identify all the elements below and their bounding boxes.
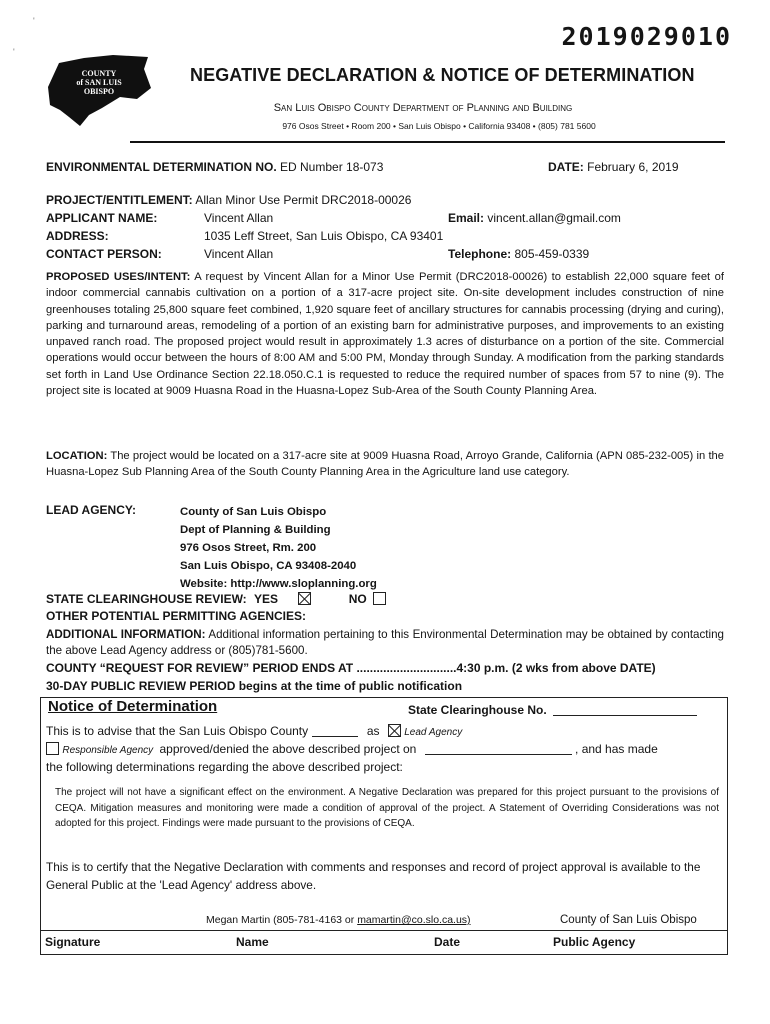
telephone-row (448, 247, 589, 262)
project-entitlement-row (46, 193, 411, 208)
document-number: 2019029010 (561, 22, 732, 51)
applicant-name-value: Vincent Allan (204, 211, 274, 225)
state-clearinghouse-number-row (408, 703, 697, 718)
lead-agency-checkbox[interactable] (388, 724, 401, 737)
telephone-value: 805-459-0339 (514, 247, 590, 261)
lead-agency-label: LEAD AGENCY: (46, 503, 136, 517)
telephone-label: Telephone: (448, 247, 512, 261)
applicant-name-label: APPLICANT NAME: (46, 211, 158, 225)
lead-agency-website: Website: http://www.sloplanning.org (180, 578, 377, 590)
location-text: The project would be located on a 317-acre site at 9009 Huasna Road, Arroyo Grande, California (APN 085-232-005) in the Huasna-Lopez Sub Planning Area of the South County Planning Area in the Agriculture land use category. (46, 450, 725, 479)
date-value: February 6, 2019 (587, 160, 679, 174)
project-entitlement-label: PROJECT/ENTITLEMENT: (46, 193, 193, 207)
notice-as-text: as (366, 724, 380, 738)
lead-agency-line: Dept of Planning & Building (180, 524, 331, 536)
responsible-agency-checkbox-label: Responsible Agency (62, 745, 154, 756)
email-label: Email: (448, 211, 485, 225)
responsible-agency-checkbox[interactable] (46, 742, 59, 755)
environmental-determination-label: ENVIRONMENTAL DETERMINATION NO. (46, 160, 277, 174)
notice-advise-row (46, 724, 462, 740)
address-label: ADDRESS: (46, 229, 109, 243)
lead-agency-checkbox-label: Lead Agency (404, 727, 463, 738)
additional-information-paragraph (46, 627, 724, 659)
county-logo (45, 48, 157, 130)
lead-agency-line: County of San Luis Obispo (180, 506, 327, 518)
lead-agency-line: San Luis Obispo, CA 93408-2040 (180, 560, 357, 572)
review-yes-label: YES (254, 592, 279, 606)
address-value: 1035 Leff Street, San Luis Obispo, CA 93401 (204, 229, 444, 243)
date-label: DATE: (548, 160, 584, 174)
other-permitting-agencies-label: OTHER POTENTIAL PERMITTING AGENCIES: (46, 609, 307, 623)
public-review-period: 30-DAY PUBLIC REVIEW PERIOD begins at the time of public notification (46, 679, 463, 693)
review-no-checkbox[interactable] (373, 592, 386, 605)
contact-person-value: Vincent Allan (204, 247, 274, 261)
contact-information (206, 913, 471, 928)
date-row (548, 160, 679, 175)
following-determinations-text: the following determinations regarding the above described project: (46, 760, 403, 774)
state-clearinghouse-review-label: STATE CLEARINGHOUSE REVIEW: (46, 592, 247, 606)
state-clearinghouse-number-label: State Clearinghouse No. (408, 703, 547, 717)
negative-declaration-determinations: The project will not have a significant effect on the environment. A Negative Declaration was prepared for this project pursuant to the provisions of CEQA. Mitigation measures and monitoring were made a condition of approval of the project. A Statement of Overriding Considerations was not adopted for this project. Findings were made pursuant to the provisions of CEQA. (55, 787, 719, 830)
name-label: Name (236, 935, 269, 949)
lead-agency-address (180, 503, 377, 593)
location-paragraph (46, 448, 724, 481)
signature-label: Signature (45, 935, 101, 949)
environmental-determination-row (46, 160, 383, 175)
county-blank-field[interactable] (312, 736, 358, 737)
approval-date-field[interactable] (425, 754, 572, 755)
department-name: San Luis Obispo County Department of Planning and Building (273, 102, 573, 114)
additional-information-text: Additional information pertaining to this Environmental Determination may be obtained by contacting the above Lead Agency address or (805)781-5600. (46, 628, 724, 657)
notice-advise-text: This is to advise that the San Luis Obispo County (46, 724, 309, 738)
date-signature-label: Date (434, 935, 461, 949)
proposed-uses-paragraph (46, 269, 724, 399)
approved-denied-text: approved/denied the above described project on (159, 742, 417, 756)
location-label: LOCATION: (46, 450, 108, 462)
additional-information-label: ADDITIONAL INFORMATION: (46, 628, 206, 641)
contact-name-phone: Megan Martin (805-781-4163 or (206, 914, 355, 926)
county-review-period: COUNTY “REQUEST FOR REVIEW” PERIOD ENDS AT ..............................4:30 p.m. (2 wks from above DATE) (46, 661, 656, 675)
email-row (448, 211, 621, 226)
review-no-label: NO (348, 592, 367, 606)
has-made-text: , and has made (575, 742, 658, 756)
contact-person-label: CONTACT PERSON: (46, 247, 162, 261)
signature-line (40, 930, 728, 931)
environmental-determination-value: ED Number 18-073 (280, 160, 384, 174)
scan-mark: ' (13, 47, 15, 57)
scan-mark: ' (33, 16, 35, 26)
email-value: vincent.allan@gmail.com (487, 211, 621, 225)
header-divider (130, 141, 725, 143)
review-yes-checkbox[interactable] (298, 592, 311, 605)
public-agency-label: Public Agency (553, 935, 636, 949)
proposed-uses-label: PROPOSED USES/INTENT: (46, 271, 191, 283)
state-clearinghouse-number-field[interactable] (553, 715, 697, 716)
logo-text: COUNTY of SAN LUIS OBISPO (76, 69, 122, 96)
document-title: NEGATIVE DECLARATION & NOTICE OF DETERMINATION (190, 65, 695, 85)
proposed-uses-text: A request by Vincent Allan for a Minor Use Permit (DRC2018-00026) to establish 22,000 square feet of indoor commercial cannabis cultivation on a portion of a 317-acre project site. On-site development includes construction of nine greenhouses totaling 25,800 square feet combined, 1,920 square feet of ancillary structures for cannabis processing (drying and curing), parking and turnaround areas, remodeling of a portion of an existing barn for administrative purposes, and improvements to an existing unpaved ranch road. The proposed project would result in approximately 1.3 acres of disturbance on a portion of the site. Commercial operations would occur between the hours of 8:00 AM and 5:00 PM, Monday through Sunday. A modification from the parking standards set forth in Land Use Ordinance Section 22.18.050.C.1 is requested to reduce the required number of spaces from 57 to nine (9). The project site is located at 9009 Huasna Road in the Huasna-Lopez Sub-Area of the South County Planning Area. (46, 271, 724, 398)
lead-agency-line: 976 Osos Street, Rm. 200 (180, 542, 317, 554)
certification-text: This is to certify that the Negative Declaration with comments and responses and record of project approval is available to the General Public at the 'Lead Agency' address above. (46, 860, 701, 892)
notice-of-determination-title: Notice of Determination (48, 698, 218, 715)
notice-approval-row (46, 742, 658, 758)
state-clearinghouse-review-row (46, 592, 386, 607)
public-agency-value: County of San Luis Obispo (560, 914, 697, 926)
department-address: 976 Osos Street • Room 200 • San Luis Obispo • California 93408 • (805) 781 5600 (282, 121, 596, 131)
contact-email-link[interactable]: mamartin@co.slo.ca.us) (357, 914, 471, 926)
project-entitlement-value: Allan Minor Use Permit DRC2018-00026 (195, 193, 412, 207)
